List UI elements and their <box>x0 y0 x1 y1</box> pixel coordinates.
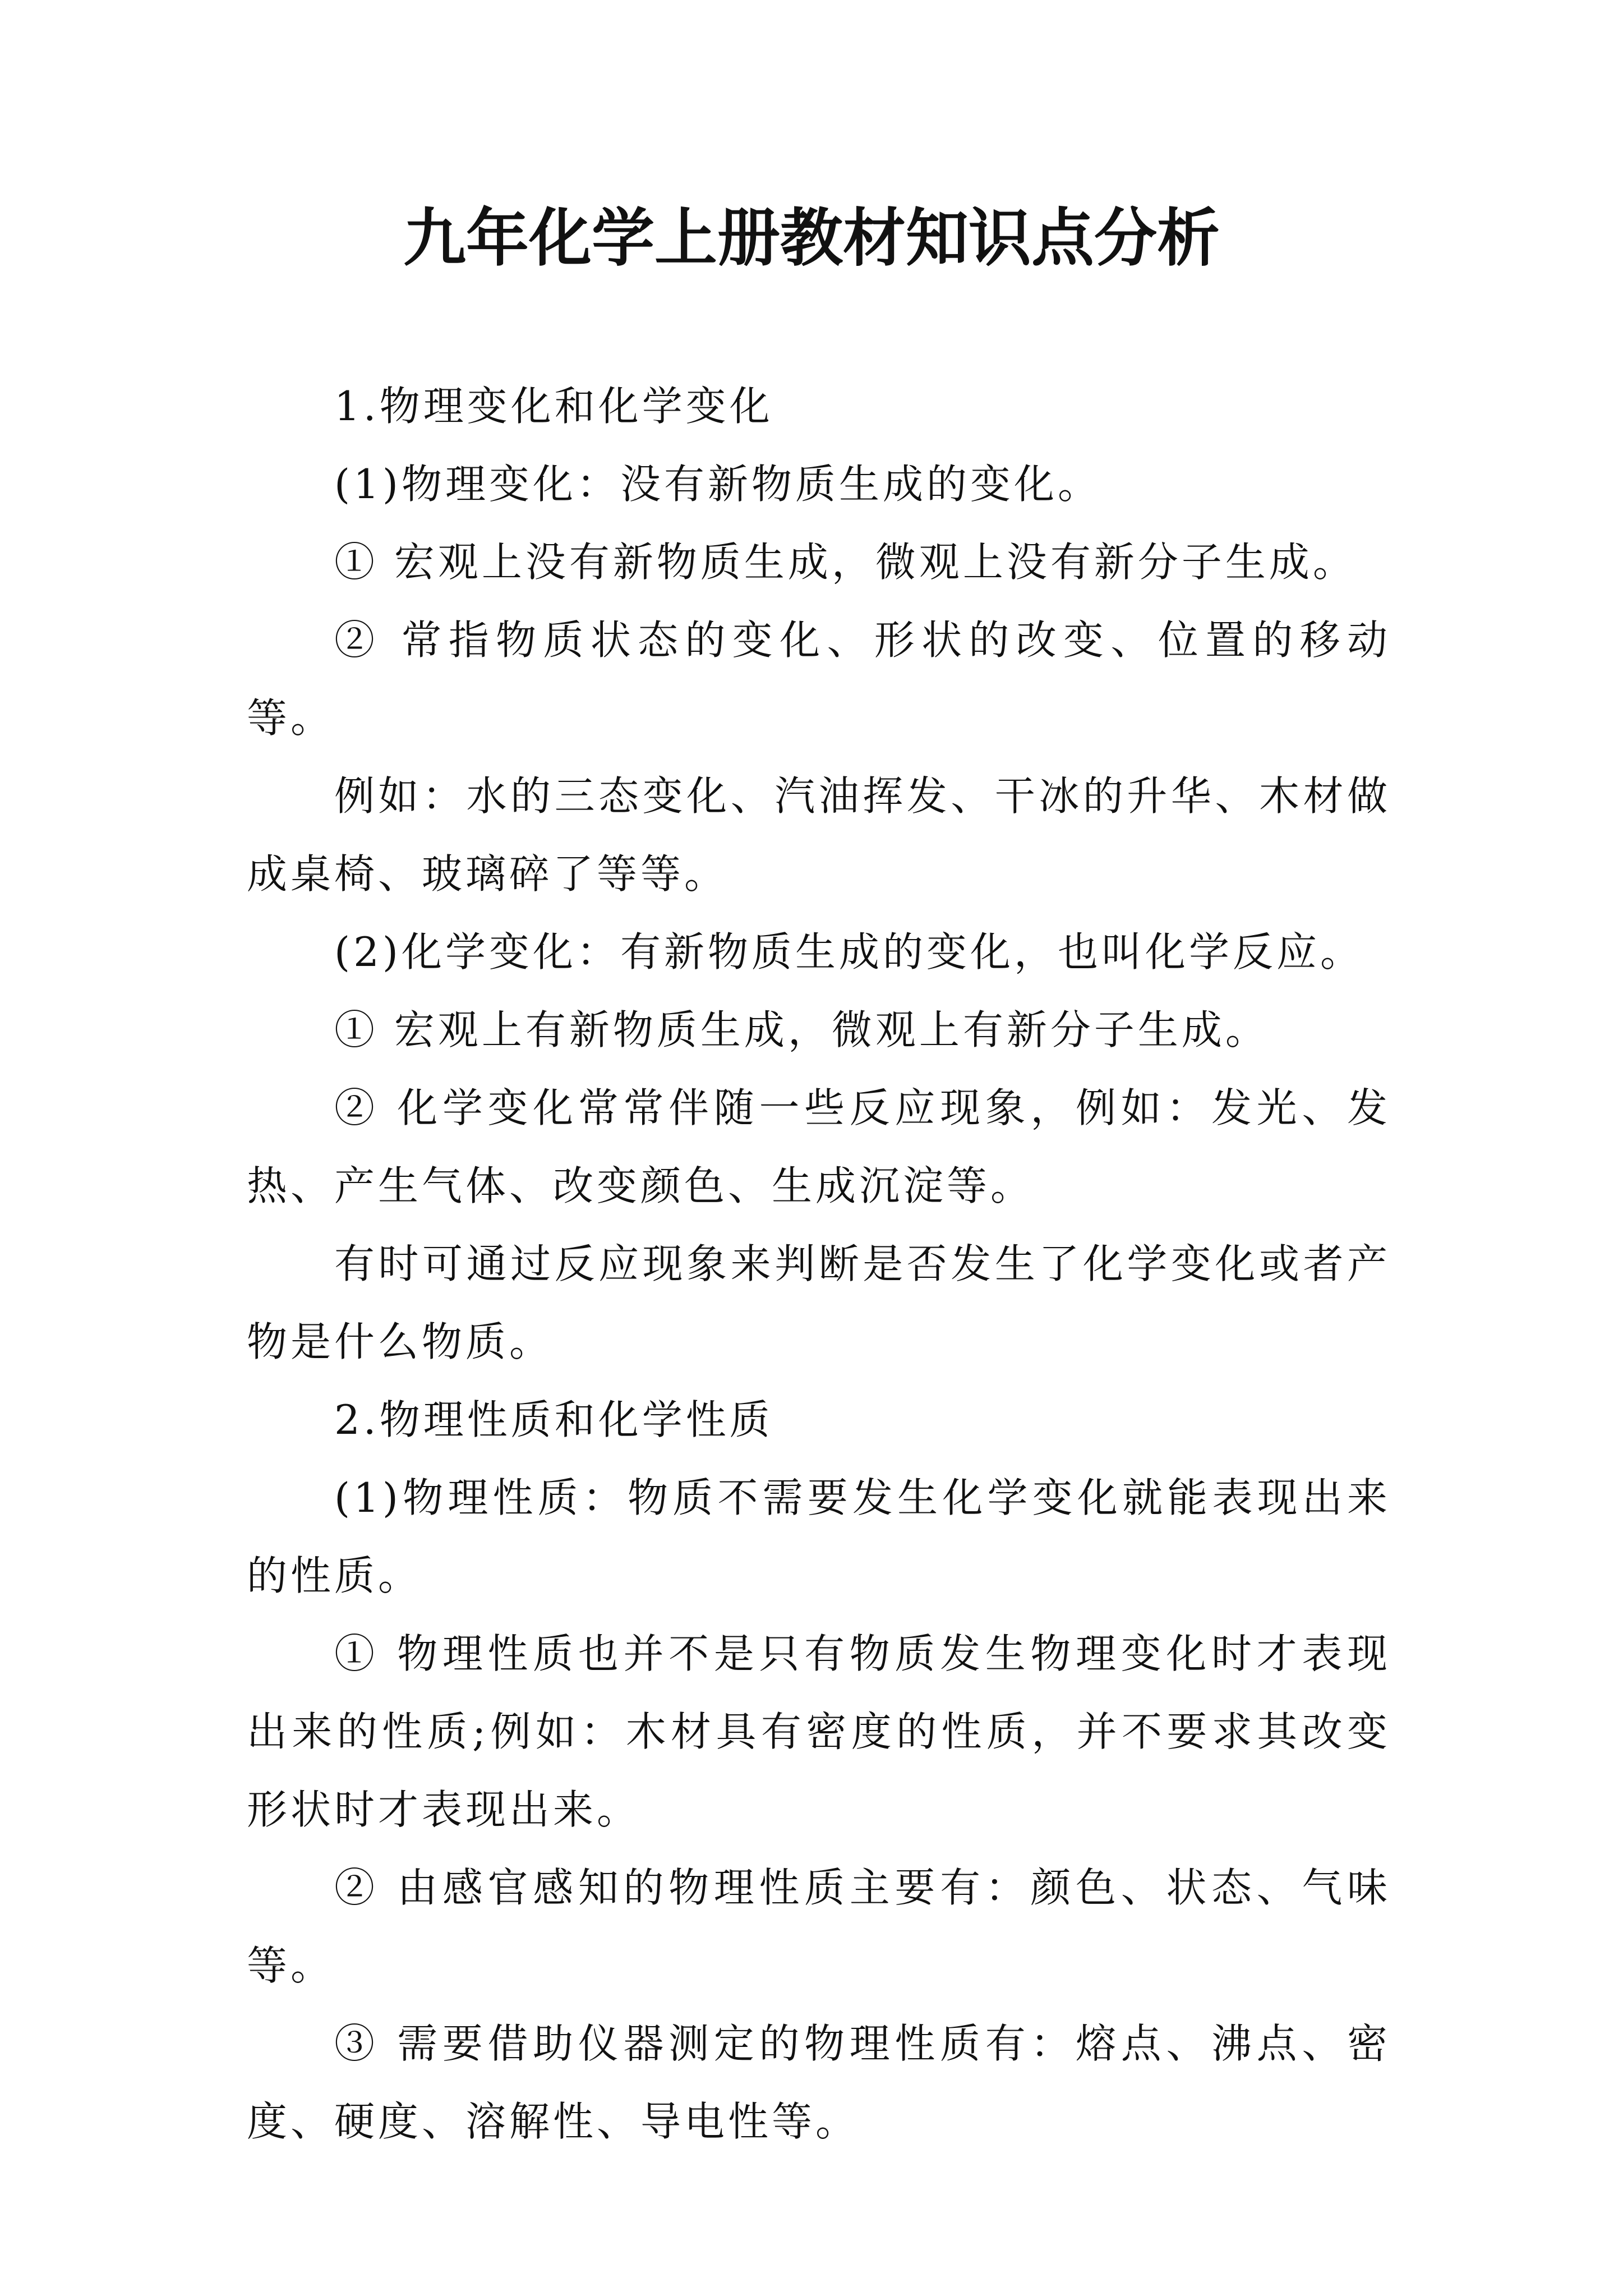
paragraph-10: 2.物理性质和化学性质 <box>334 1396 773 1443</box>
paragraph-14: ③ 需要借助仪器测定的物理性质有：熔点、沸点、密度、硬度、溶解性、导电性等。 <box>247 2020 1391 2145</box>
document-body <box>247 367 1391 2161</box>
paragraph-2: (1)物理变化：没有新物质生成的变化。 <box>334 461 1101 508</box>
paragraph-7: ① 宏观上有新物质生成，微观上有新分子生成。 <box>334 1006 1269 1053</box>
paragraph-6: (2)化学变化：有新物质生成的变化，也叫化学反应。 <box>334 928 1364 976</box>
paragraph-3: ① 宏观上没有新物质生成，微观上没有新分子生成。 <box>334 539 1357 586</box>
paragraph-13: ② 由感官感知的物理性质主要有：颜色、状态、气味等。 <box>247 1864 1391 1989</box>
document-title: 九年化学上册教材知识点分析 <box>403 201 1220 275</box>
paragraph-11: (1)物理性质：物质不需要发生化学变化就能表现出来的性质。 <box>247 1474 1391 1599</box>
paragraph-8: ② 化学变化常常伴随一些反应现象，例如：发光、发热、产生气体、改变颜色、生成沉淀等。 <box>247 1084 1391 1209</box>
paragraph-4: ② 常指物质状态的变化、形状的改变、位置的移动等。 <box>247 616 1391 742</box>
paragraph-1: 1.物理变化和化学变化 <box>334 383 773 430</box>
paragraph-12: ① 物理性质也并不是只有物质发生物理变化时才表现出来的性质;例如：木材具有密度的性质，并不要求其改变形状时才表现出来。 <box>247 1630 1391 1833</box>
paragraph-9: 有时可通过反应现象来判断是否发生了化学变化或者产物是什么物质。 <box>247 1240 1391 1365</box>
paragraph-5: 例如：水的三态变化、汽油挥发、干冰的升华、木材做成桌椅、玻璃碎了等等。 <box>247 772 1391 898</box>
